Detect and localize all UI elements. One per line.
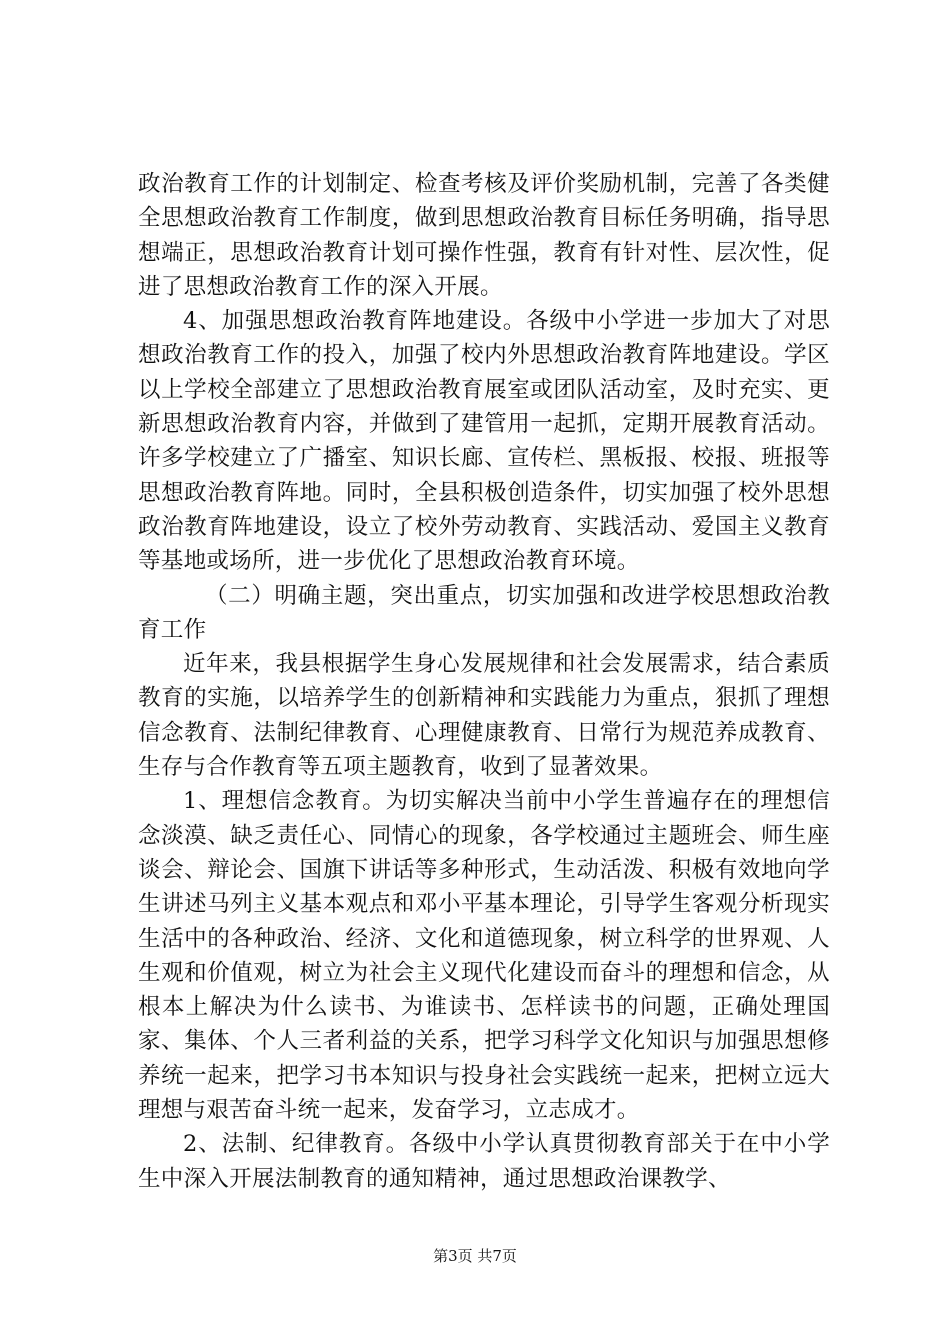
document-body xyxy=(138,167,830,1196)
paragraph-intro: 近年来，我县根据学生身心发展规律和社会发展需求，结合素质教育的实施，以培养学生的创新精神和实践能力为重点，狠抓了理想信念教育、法制纪律教育、心理健康教育、日常行为规范养成教育、生存与合作教育等五项主题教育，收到了显著效果。 xyxy=(138,651,830,781)
page-number-footer: 第3页 共7页 xyxy=(433,1247,517,1265)
section-heading: （二）明确主题，突出重点，切实加强和改进学校思想政治教育工作 xyxy=(138,582,830,643)
paragraph-position-building: 4、加强思想政治教育阵地建设。各级中小学进一步加大了对思想政治教育工作的投入，加强了校内外思想政治教育阵地建设。学区以上学校全部建立了思想政治教育展室或团队活动室，及时充实、更新思想政治教育内容，并做到了建管用一起抓，定期开展教育活动。许多学校建立了广播室、知识长廊、宣传栏、黑板报、校报、班报等思想政治教育阵地。同时，全县积极创造条件，切实加强了校外思想政治教育阵地建设，设立了校外劳动教育、实践活动、爱国主义教育等基地或场所，进一步优化了思想政治教育环境。 xyxy=(138,308,830,575)
paragraph-law-education: 2、法制、纪律教育。各级中小学认真贯彻教育部关于在中小学生中深入开展法制教育的通知精神，通过思想政治课教学、 xyxy=(138,1131,830,1192)
paragraph-ideals-education: 1、理想信念教育。为切实解决当前中小学生普遍存在的理想信念淡漠、缺乏责任心、同情心的现象，各学校通过主题班会、师生座谈会、辩论会、国旗下讲话等多种形式，生动活泼、积极有效地向学生讲述马列主义基本观点和邓小平基本理论，引导学生客观分析现实生活中的各种政治、经济、文化和道德现象，树立科学的世界观、人生观和价值观，树立为社会主义现代化建设而奋斗的理想和信念，从根本上解决为什么读书、为谁读书、怎样读书的问题，正确处理国家、集体、个人三者利益的关系，把学习科学文化知识与加强思想修养统一起来，把学习书本知识与投身社会实践统一起来，把树立远大理想与艰苦奋斗统一起来，发奋学习，立志成才。 xyxy=(138,788,830,1124)
paragraph-continuation: 政治教育工作的计划制定、检查考核及评价奖励机制，完善了各类健全思想政治教育工作制度，做到思想政治教育目标任务明确，指导思想端正，思想政治教育计划可操作性强，教育有针对性、层次性，促进了思想政治教育工作的深入开展。 xyxy=(138,171,830,300)
